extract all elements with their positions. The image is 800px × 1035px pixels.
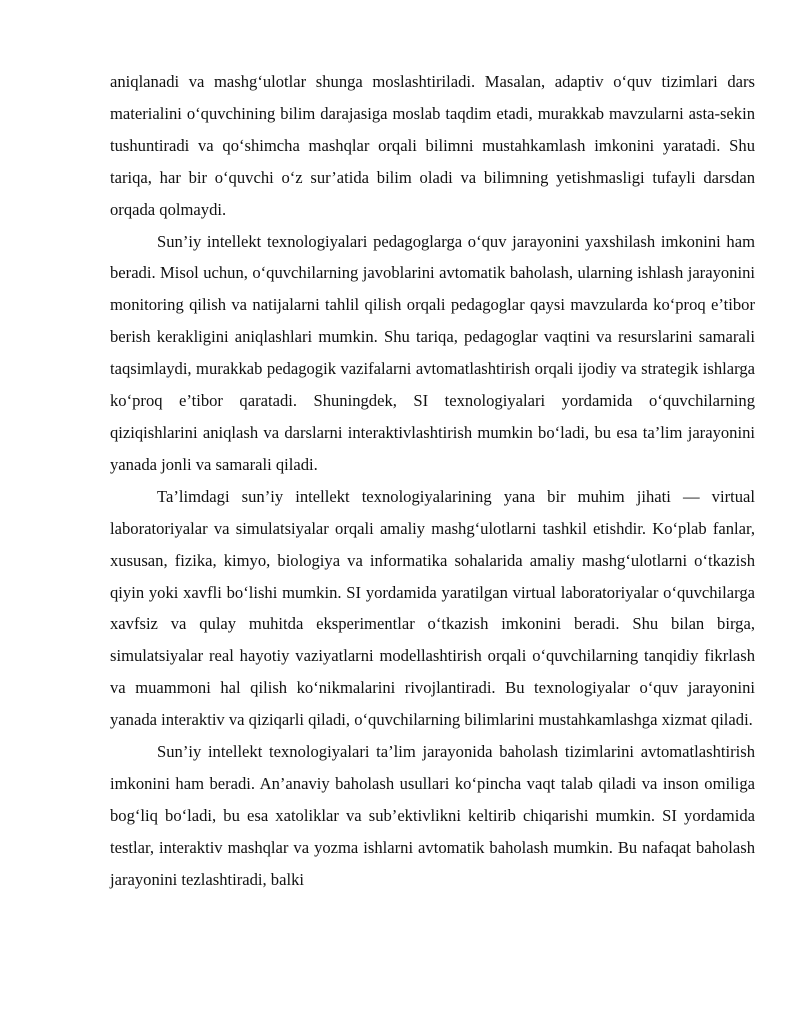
paragraph-continuation: aniqlanadi va mashg‘ulotlar shunga moslashtiriladi. Masalan, adaptiv o‘quv tizimlari dars materialini o‘quvchining bilim darajasiga moslab taqdim etadi, murakkab mavzularni asta-sekin tushuntiradi va qo‘shimcha mashqlar orqali bilimni mustahkamlash imkonini yaratadi. Shu tariqa, har bir o‘quvchi o‘z sur’atida bilim oladi va bilimning yetishmasligi tufayli darsdan orqada qolmaydi. [110,72,755,219]
paragraph-pedagog-benefits: Sun’iy intellekt texnologiyalari pedagoglarga o‘quv jarayonini yaxshilash imkonini ham beradi. Misol uchun, o‘quvchilarning javoblarini avtomatik baholash, ularning ishlash jarayonini monitoring qilish va natijalarni tahlil qilish orqali pedagoglar qaysi mavzularda ko‘proq e’tibor berish kerakligini aniqlashlari mumkin. Shu tariqa, pedagoglar vaqtini va resurslarini samarali taqsimlaydi, murakkab pedagogik vazifalarni avtomatlashtirish orqali ijodiy va strategik ishlarga ko‘proq e’tibor qaratadi. Shuningdek, SI texnologiyalari yordamida o‘quvchilarning qiziqishlarini aniqlash va darslarni interaktivlashtirish mumkin bo‘ladi, bu esa ta’lim jarayonini yanada jonli va samarali qiladi. [110,231,755,474]
document-page [110,66,755,896]
paragraph-assessment-automation: Sun’iy intellekt texnologiyalari ta’lim jarayonida baholash tizimlarini avtomatlashtirish imkonini ham beradi. An’anaviy baholash usullari ko‘pincha vaqt talab qiladi va inson omiliga bog‘liq bo‘ladi, bu esa xatoliklar va sub’ektivlikni keltirib chiqarishi mumkin. SI yordamida testlar, interaktiv mashqlar va yozma ishlarni avtomatik baholash mumkin. Bu nafaqat baholash jarayonini tezlashtiradi, balki [110,742,755,889]
paragraph-virtual-labs: Ta’limdagi sun’iy intellekt texnologiyalarining yana bir muhim jihati — virtual laboratoriyalar va simulatsiyalar orqali amaliy mashg‘ulotlarni tashkil etishdir. Ko‘plab fanlar, xususan, fizika, kimyo, biologiya va informatika sohalarida amaliy mashg‘ulotlarni o‘tkazish qiyin yoki xavfli bo‘lishi mumkin. SI yordamida yaratilgan virtual laboratoriyalar o‘quvchilarga xavfsiz va qulay muhitda eksperimentlar o‘tkazish imkonini beradi. Shu bilan birga, simulatsiyalar real hayotiy vaziyatlarni modellashtirish orqali o‘quvchilarning tanqidiy fikrlash va muammoni hal qilish ko‘nikmalarini rivojlantiradi. Bu texnologiyalar o‘quv jarayonini yanada interaktiv va qiziqarli qiladi, o‘quvchilarning bilimlarini mustahkamlashga xizmat qiladi. [110,486,755,730]
